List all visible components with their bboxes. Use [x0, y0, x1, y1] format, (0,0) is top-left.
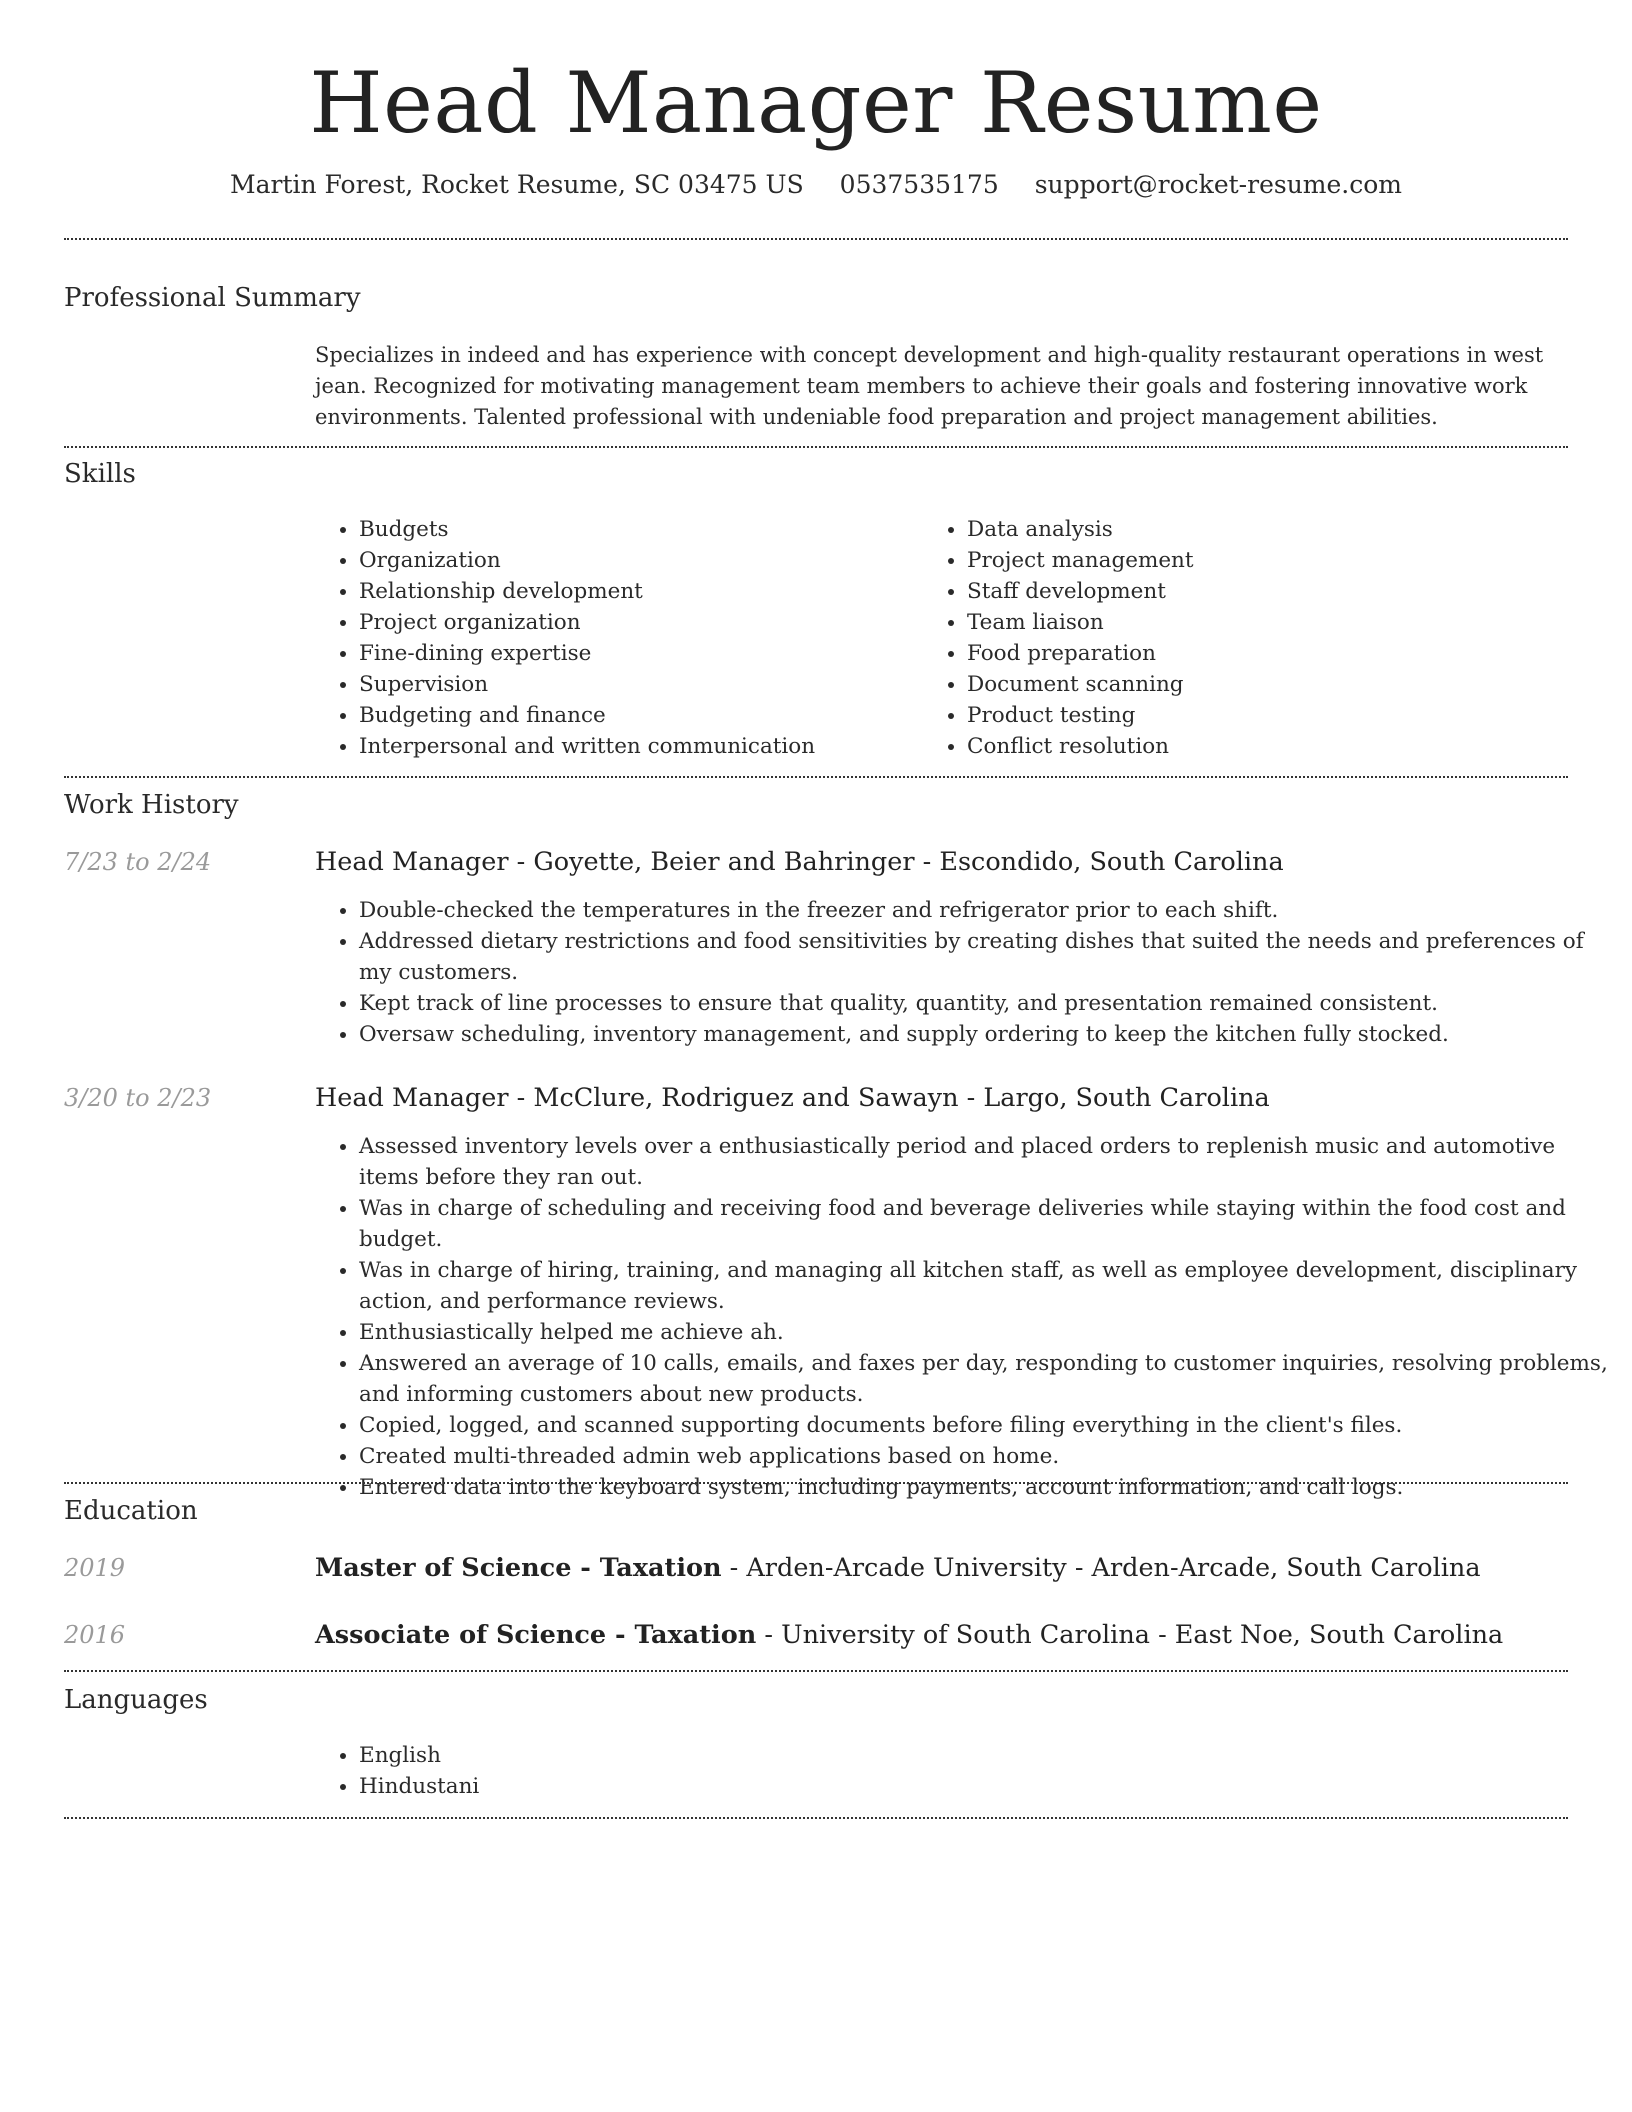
- job-bullet: • Created multi-threaded admin web applications based on home.: [359, 1441, 1609, 1472]
- skill-item: • Food preparation: [967, 638, 1527, 669]
- job-bullet: • Kept track of line processes to ensure that quality, quantity, and presentation remained consistent.: [359, 988, 1609, 1019]
- job-bullet: • Assessed inventory levels over a enthusiastically period and placed orders to replenish music and automotive items before they ran out.: [359, 1131, 1609, 1193]
- section-divider: [64, 1817, 1568, 1819]
- job-dates: 7/23 to 2/24: [64, 848, 212, 876]
- skill-item: • Product testing: [967, 700, 1527, 731]
- section-divider: [64, 238, 1568, 240]
- job-bullet: • Oversaw scheduling, inventory management, and supply ordering to keep the kitchen fully stocked.: [359, 1019, 1609, 1050]
- education-year: 2016: [64, 1621, 126, 1649]
- job-bullet: • Copied, logged, and scanned supporting documents before filing everything in the client's files.: [359, 1410, 1609, 1441]
- skill-item: • Budgeting and finance: [359, 700, 919, 731]
- skill-item: • Relationship development: [359, 576, 919, 607]
- skill-item: • Budgets: [359, 514, 919, 545]
- summary-text: Specializes in indeed and has experience with concept development and high-quality restaurant operations in west jean. Recognized for motivating management team members to achieve their goals and fostering innovative work environments. Talented professional with undeniable food preparation and project management abilities.: [315, 343, 1544, 429]
- job-bullets: [315, 1131, 1609, 1503]
- section-divider: [64, 776, 1568, 778]
- language-item: • English: [359, 1740, 959, 1771]
- education-details: - Arden-Arcade University - Arden-Arcade, South Carolina: [721, 1553, 1481, 1583]
- skill-item: • Interpersonal and written communication: [359, 731, 919, 762]
- education-degree: Master of Science - Taxation: [315, 1553, 722, 1583]
- skill-item: • Conflict resolution: [967, 731, 1527, 762]
- job-title: Head Manager - McClure, Rodriguez and Sawayn - Largo, South Carolina: [315, 1083, 1270, 1113]
- education-entry: [315, 1551, 1481, 1585]
- resume-title: Head Manager Resume: [309, 54, 1323, 152]
- skill-item: • Fine-dining expertise: [359, 638, 919, 669]
- work-heading: Work History: [64, 790, 239, 820]
- languages-list: [315, 1740, 959, 1802]
- job-bullet: • Answered an average of 10 calls, emails, and faxes per day, responding to customer inquiries, resolving problems, and informing customers about new products.: [359, 1348, 1609, 1410]
- section-divider: [64, 1482, 1568, 1484]
- education-year: 2019: [64, 1554, 126, 1582]
- contact-address: Martin Forest, Rocket Resume, SC 03475 US: [230, 170, 804, 199]
- education-details: - University of South Carolina - East Noe, South Carolina: [756, 1620, 1504, 1650]
- skill-item: • Organization: [359, 545, 919, 576]
- job-bullet: • Double-checked the temperatures in the freezer and refrigerator prior to each shift.: [359, 895, 1609, 926]
- job-bullet: • Entered data into the keyboard system, including payments, account information, and call logs.: [359, 1472, 1609, 1503]
- skill-item: • Data analysis: [967, 514, 1527, 545]
- job-title: Head Manager - Goyette, Beier and Bahringer - Escondido, South Carolina: [315, 847, 1284, 877]
- skill-item: • Project organization: [359, 607, 919, 638]
- job-bullet: • Was in charge of hiring, training, and managing all kitchen staff, as well as employee development, disciplinary action, and performance reviews.: [359, 1255, 1609, 1317]
- contact-email: support@rocket-resume.com: [1034, 170, 1402, 199]
- contact-phone: 0537535175: [839, 170, 999, 199]
- skill-item: • Document scanning: [967, 669, 1527, 700]
- summary-heading: Professional Summary: [64, 283, 361, 313]
- languages-heading: Languages: [64, 1685, 208, 1715]
- education-heading: Education: [64, 1496, 198, 1526]
- section-divider: [64, 446, 1568, 448]
- skills-heading: Skills: [64, 459, 136, 489]
- skill-item: • Project management: [967, 545, 1527, 576]
- skill-item: • Staff development: [967, 576, 1527, 607]
- section-divider: [64, 1670, 1568, 1672]
- education-degree: Associate of Science - Taxation: [315, 1620, 757, 1650]
- skills-list-left: [315, 514, 919, 762]
- education-entry: [315, 1618, 1503, 1652]
- skill-item: • Team liaison: [967, 607, 1527, 638]
- job-bullet: • Was in charge of scheduling and receiving food and beverage deliveries while staying within the food cost and budget.: [359, 1193, 1609, 1255]
- contact-line: [0, 168, 1632, 202]
- job-bullet: • Addressed dietary restrictions and food sensitivities by creating dishes that suited the needs and preferences of my customers.: [359, 926, 1609, 988]
- skills-list-right: [923, 514, 1527, 762]
- job-bullets: [315, 895, 1609, 1050]
- job-dates: 3/20 to 2/23: [64, 1084, 212, 1112]
- skill-item: • Supervision: [359, 669, 919, 700]
- job-bullet: • Enthusiastically helped me achieve ah.: [359, 1317, 1609, 1348]
- language-item: • Hindustani: [359, 1771, 959, 1802]
